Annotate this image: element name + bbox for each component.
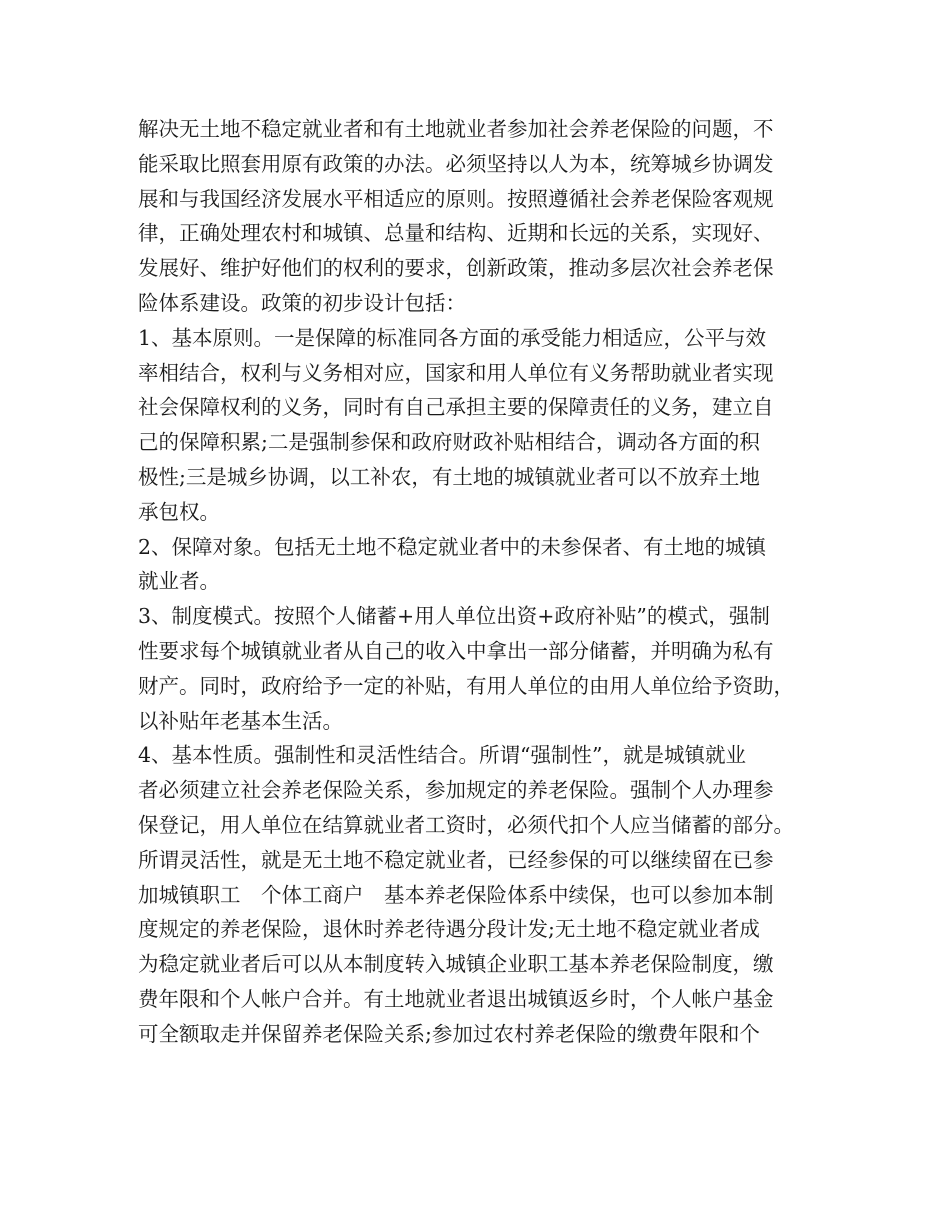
document-body [138,112,818,1052]
text-line-10: 己的保障积累;二是强制参保和政府财政补贴相结合，调动各方面的积 [138,430,760,455]
text-line-1: 解决无土地不稳定就业者和有土地就业者参加社会养老保险的问题，不 [138,117,774,141]
text-line-4: 律，正确处理农村和城镇、总量和结构、近期和长远的关系，实现好、 [138,221,774,246]
text-line-25: 为稳定就业者后可以从本制度转入城镇企业职工基本养老保险制度，缴 [138,952,774,977]
text-line-26: 费年限和个人帐户合并。有土地就业者退出城镇返乡时，个人帐户基金 [138,986,774,1011]
text-line-7: 1、基本原则。一是保障的标准同各方面的承受能力相适应，公平与效 [138,325,767,350]
text-line-3: 展和与我国经济发展水平相适应的原则。按照遵循社会养老保险客观规 [138,186,774,211]
text-line-20: 者必须建立社会养老保险关系，参加规定的养老保险。强制个人办理参 [138,778,774,803]
text-line-6: 险体系建设。政策的初步设计包括： [138,290,466,315]
text-line-16: 性要求每个城镇就业者从自己的收入中拿出一部分储蓄，并明确为私有 [138,638,774,663]
text-line-24: 度规定的养老保险，退休时养老待遇分段计发;无土地不稳定就业者成 [138,917,760,942]
text-line-2: 能采取比照套用原有政策的办法。必须坚持以人为本，统筹城乡协调发 [138,151,774,176]
text-line-15: 3、制度模式。按照个人储蓄+用人单位出资+政府补贴”的模式，强制 [138,604,770,629]
text-line-27: 可全额取走并保留养老保险关系;参加过农村养老保险的缴费年限和个 [138,1021,760,1046]
text-line-19: 4、基本性质。强制性和灵活性结合。所谓“强制性”，就是城镇就业 [138,743,747,768]
text-line-21: 保登记，用人单位在结算就业者工资时，必须代扣个人应当储蓄的部分。 [138,812,794,837]
text-line-18: 以补贴年老基本生活。 [138,708,343,733]
text-line-9: 社会保障权利的义务，同时有自己承担主要的保障责任的义务，建立自 [138,395,774,420]
text-line-5: 发展好、维护好他们的权利的要求，创新政策，推动多层次社会养老保 [138,256,774,281]
text-line-8: 率相结合，权利与义务相对应，国家和用人单位有义务帮助就业者实现 [138,360,774,385]
text-line-14: 就业者。 [138,569,220,594]
text-line-23: 加城镇职工 个体工商户 基本养老保险体系中续保，也可以参加本制 [138,882,774,907]
text-line-17: 财产。同时，政府给予一定的补贴，有用人单位的由用人单位给予资助， [138,673,794,698]
text-line-12: 承包权。 [138,499,220,524]
text-line-11: 极性;三是城乡协调，以工补农，有土地的城镇就业者可以不放弃土地 [138,464,760,489]
text-line-22: 所谓灵活性，就是无土地不稳定就业者，已经参保的可以继续留在已参 [138,847,774,872]
text-line-13: 2、保障对象。包括无土地不稳定就业者中的未参保者、有土地的城镇 [138,534,767,559]
